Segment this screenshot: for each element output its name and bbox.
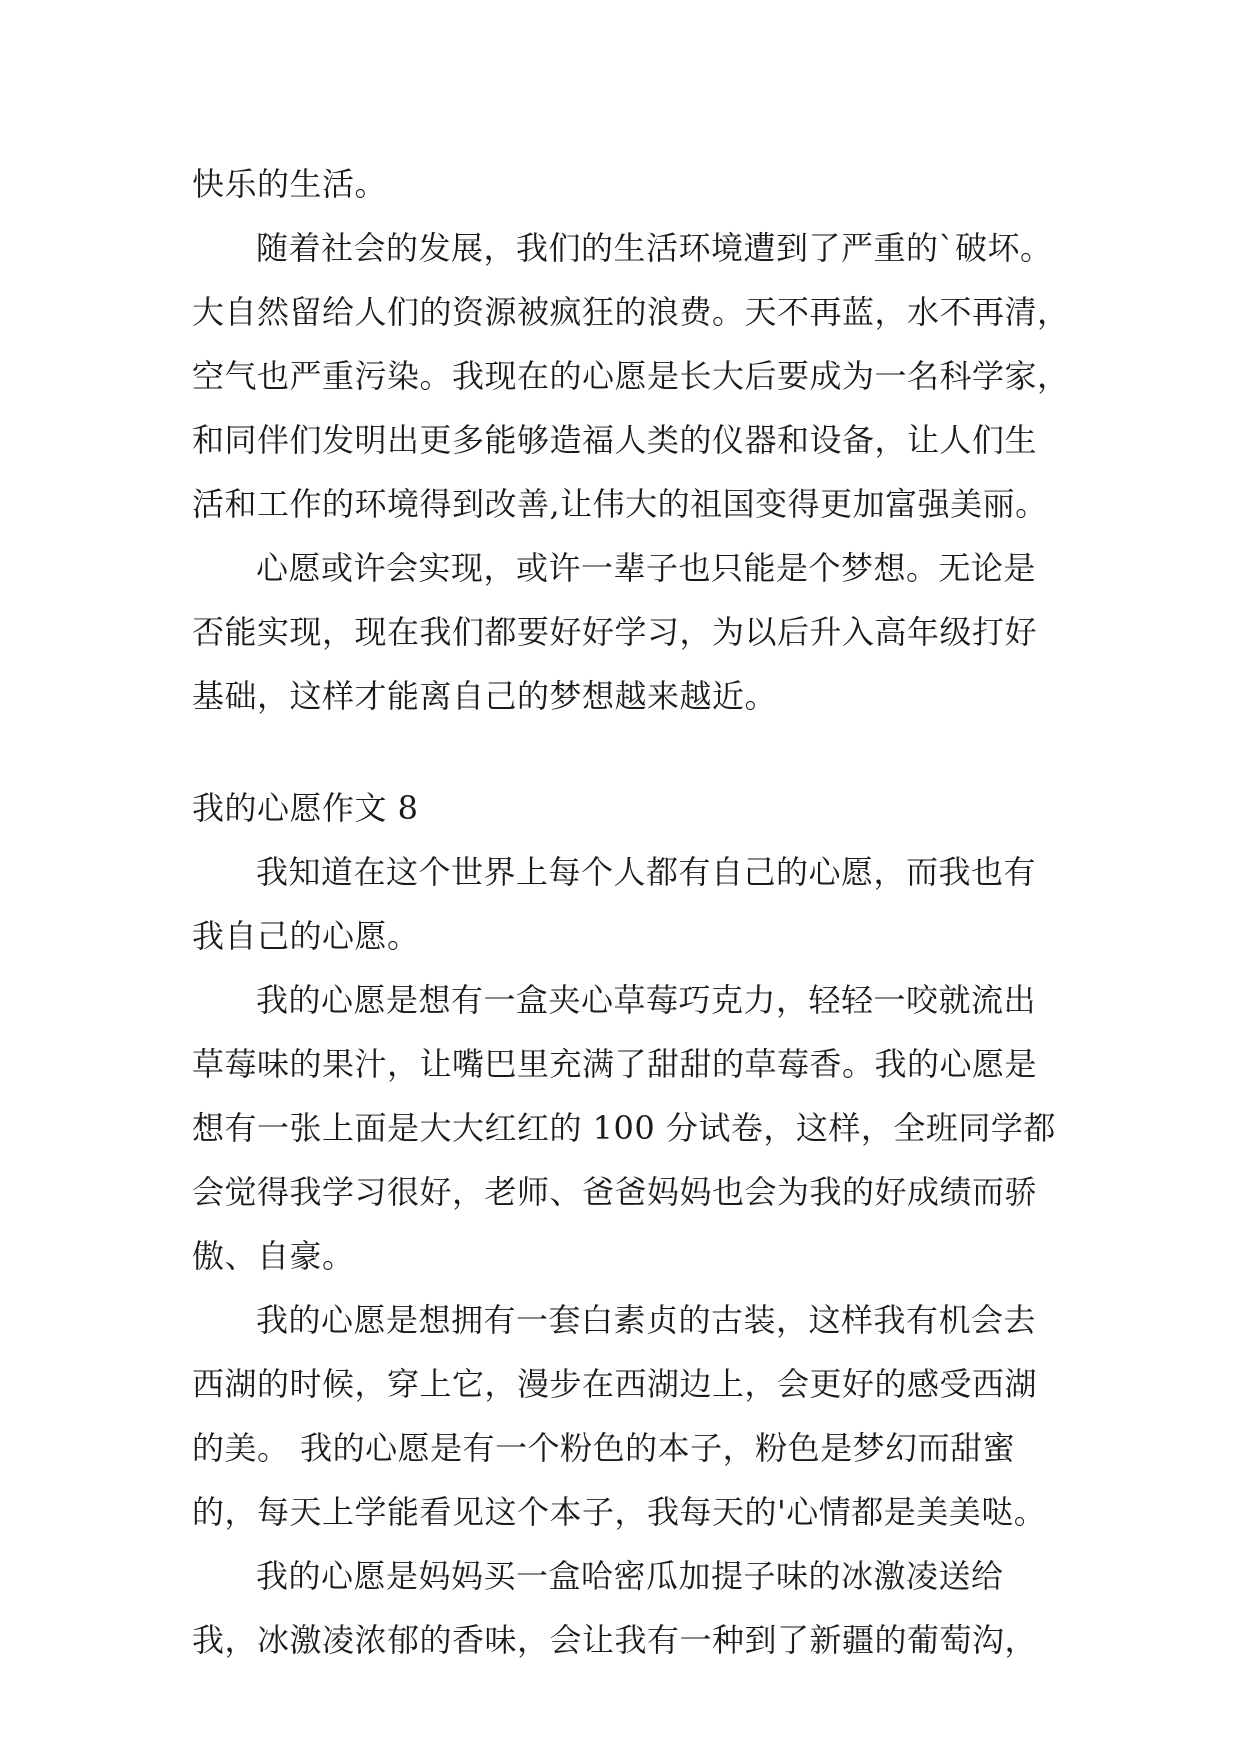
paragraph-line: 心愿或许会实现，或许一辈子也只能是个梦想。无论是: [256, 549, 1037, 587]
paragraph-line: 基础，这样才能离自己的梦想越来越近。: [192, 677, 778, 715]
paragraph-line: 傲、自豪。: [192, 1237, 355, 1275]
section-gap: [192, 728, 1074, 776]
paragraph-line: 西湖的时候，穿上它，漫步在西湖边上，会更好的感受西湖: [192, 1365, 1038, 1403]
paragraph-line: 随着社会的发展，我们的生活环境遭到了严重的`破坏。: [256, 229, 1053, 267]
paragraph-line: 大自然留给人们的资源被疯狂的浪费。天不再蓝，水不再清，: [192, 293, 1070, 331]
paragraph-line: 我的心愿是想有一盒夹心草莓巧克力，轻轻一咬就流出: [256, 981, 1037, 1019]
paragraph-line: 活和工作的环境得到改善,让伟大的祖国变得更加富强美丽。: [192, 485, 1048, 523]
paragraph-line: 空气也严重污染。我现在的心愿是长大后要成为一名科学家，: [192, 357, 1070, 395]
paragraph-line: 草莓味的果汁，让嘴巴里充满了甜甜的草莓香。我的心愿是: [192, 1045, 1038, 1083]
paragraph-line: 和同伴们发明出更多能够造福人类的仪器和设备，让人们生: [192, 421, 1038, 459]
paragraph-line: 我的心愿是想拥有一套白素贞的古装，这样我有机会去: [256, 1301, 1037, 1339]
paragraph-line: 想有一张上面是大大红红的 100 分试卷，这样，全班同学都: [192, 1109, 1056, 1147]
paragraph-line: 我知道在这个世界上每个人都有自己的心愿，而我也有: [256, 853, 1037, 891]
paragraph-line: 我，冰激凌浓郁的香味，会让我有一种到了新疆的葡萄沟，: [192, 1621, 1038, 1659]
paragraph-line: 我的心愿是妈妈买一盒哈密瓜加提子味的冰激凌送给: [256, 1557, 1004, 1595]
paragraph-line: 我自己的心愿。: [192, 917, 420, 955]
paragraph-line: 快乐的生活。: [192, 165, 388, 203]
paragraph-line: 否能实现，现在我们都要好好学习，为以后升入高年级打好: [192, 613, 1038, 651]
essay-title: 我的心愿作文 8: [192, 789, 419, 827]
paragraph-line: 的美。 我的心愿是有一个粉色的本子，粉色是梦幻而甜蜜: [192, 1429, 1016, 1467]
paragraph-line: 会觉得我学习很好，老师、爸爸妈妈也会为我的好成绩而骄: [192, 1173, 1038, 1211]
paragraph-line: 的，每天上学能看见这个本子，我每天的'心情都是美美哒。: [192, 1493, 1047, 1531]
essay-text: [192, 152, 1074, 1672]
